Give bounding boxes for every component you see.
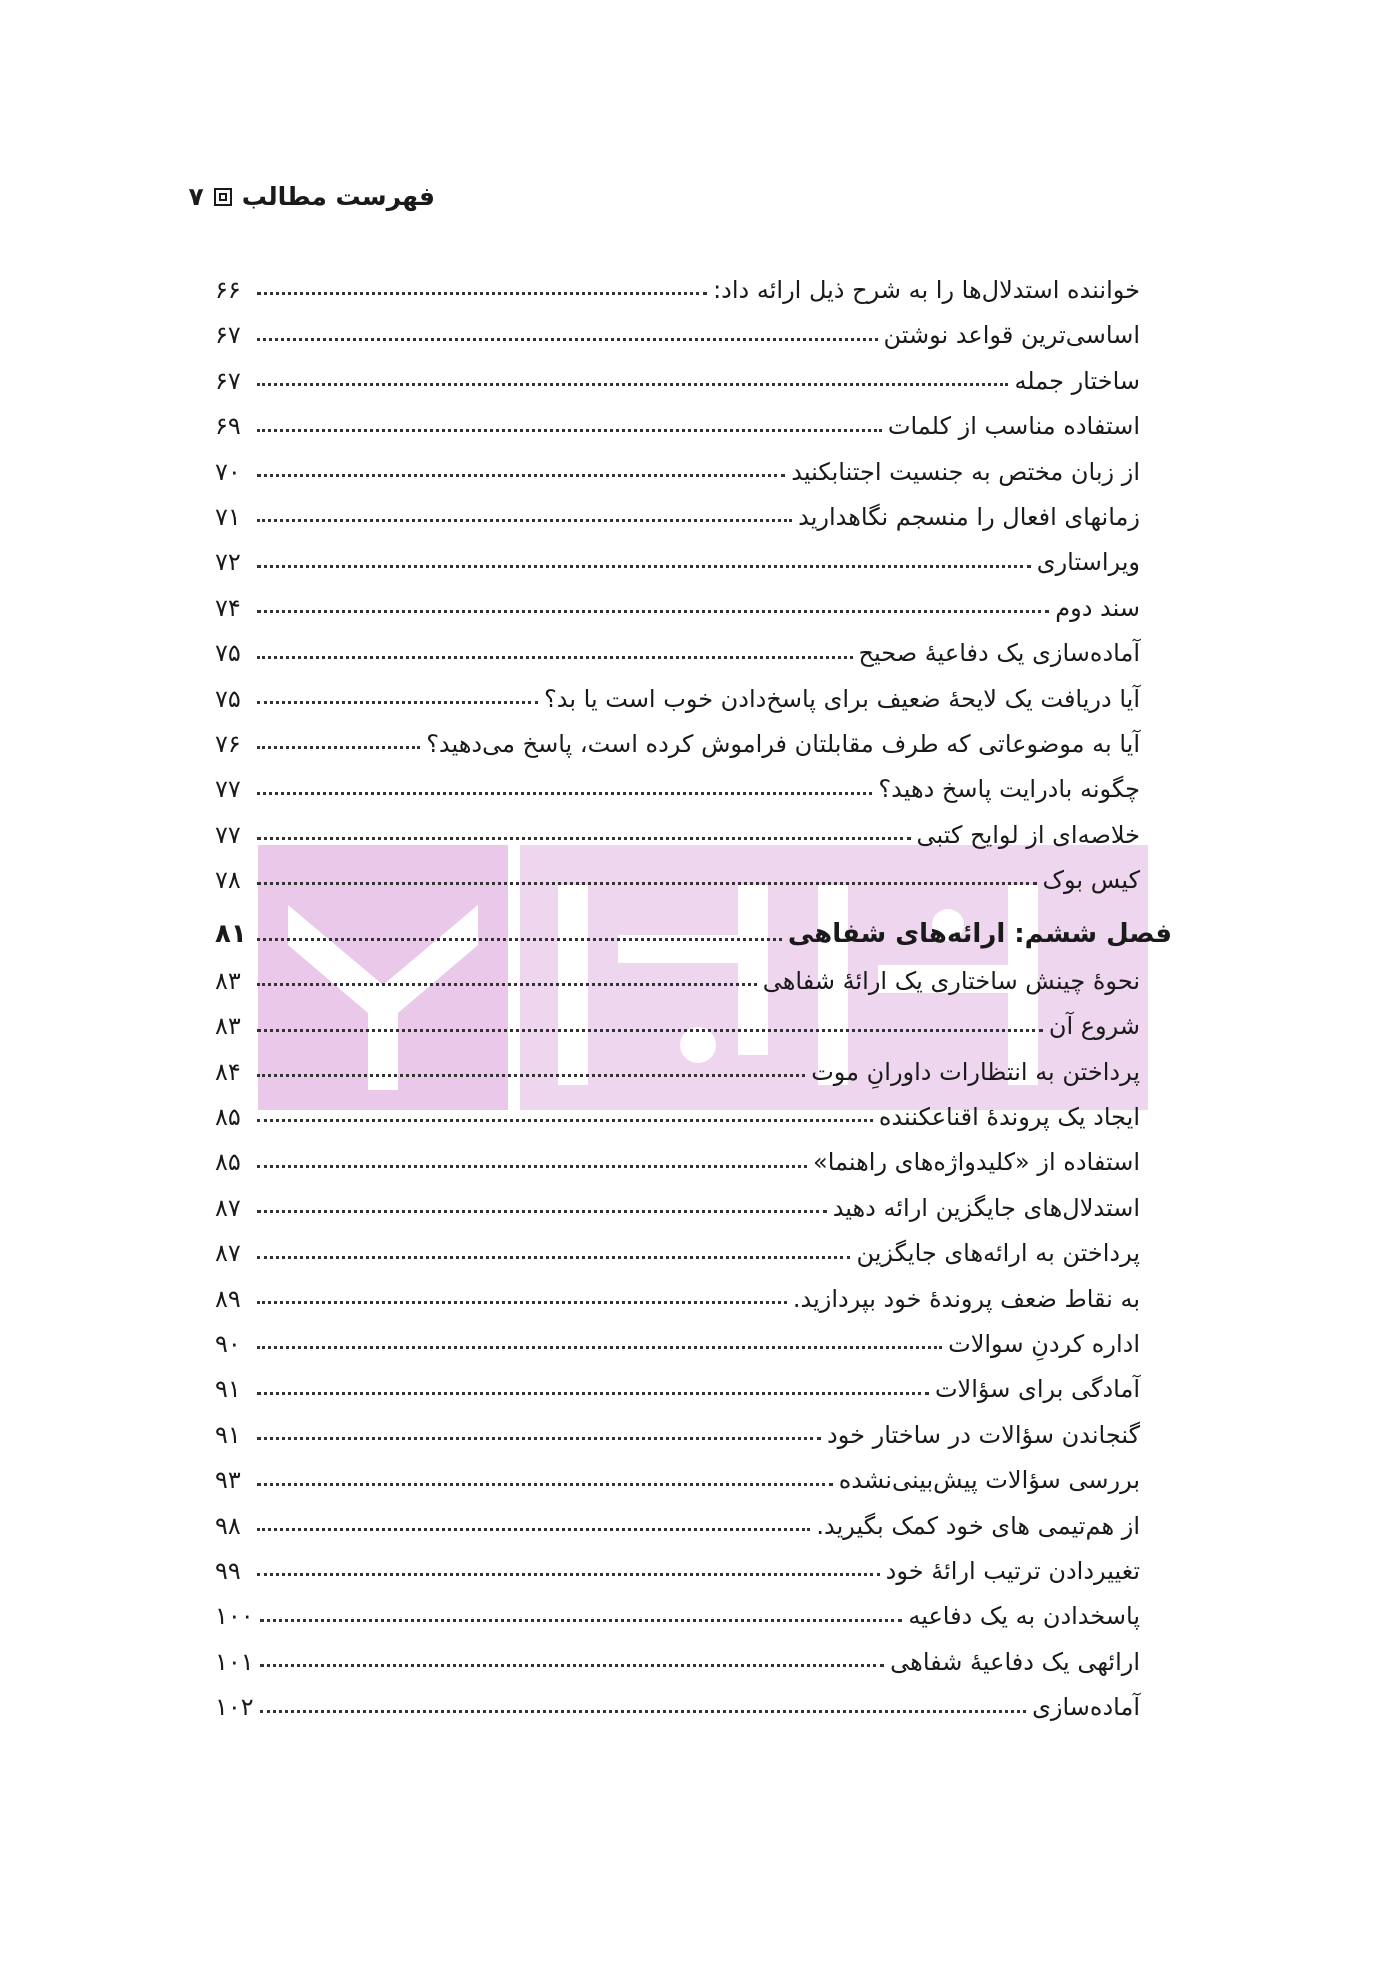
dot-leader <box>257 1528 810 1531</box>
dot-leader <box>257 792 872 795</box>
toc-entry[interactable] <box>215 1357 1140 1402</box>
toc-entry-page: ۸۳ <box>215 1012 241 1041</box>
dot-leader <box>257 1573 880 1576</box>
toc-entry-title: ساختار جمله <box>1014 366 1140 395</box>
toc-entry-title: بررسی سؤالات پیش‌بینی‌نشده <box>838 1466 1140 1495</box>
toc-entry-title: تغییردادن ترتیب ارائهٔ خود <box>885 1556 1140 1585</box>
dot-leader <box>257 519 792 522</box>
toc-entry-page: ۶۷ <box>215 366 241 395</box>
toc-entry-title: استفاده از «کلیدواژه‌های راهنما» <box>813 1148 1140 1177</box>
dot-leader <box>260 1664 884 1667</box>
toc-entry[interactable] <box>215 1176 1140 1221</box>
toc-entry[interactable] <box>215 1630 1140 1675</box>
dot-leader <box>257 1437 821 1440</box>
toc-entry-title: اساسی‌ترین قواعد نوشتن <box>883 321 1140 350</box>
toc-entry-title: کیس بوک <box>1042 866 1140 895</box>
toc-entry[interactable] <box>215 1312 1140 1357</box>
toc-entry-title: شروع آن <box>1048 1012 1140 1041</box>
toc-entry-title: آماده‌سازی یک دفاعیهٔ صحیح <box>858 639 1140 668</box>
toc-entry[interactable] <box>215 440 1140 485</box>
header-page-number: ۷ <box>188 182 204 211</box>
dot-leader <box>257 837 911 840</box>
dot-leader <box>257 656 853 659</box>
toc-entry-title: گنجاندن سؤالات در ساختار خود <box>827 1420 1140 1449</box>
toc-entry-page: ۸۵ <box>215 1148 241 1177</box>
toc-entry-page: ۷۱ <box>215 502 241 531</box>
toc-entry-title: سند دوم <box>1055 593 1140 622</box>
dot-leader <box>260 1619 903 1622</box>
toc-entry-page: ۹۸ <box>215 1511 241 1540</box>
dot-leader <box>260 1710 1026 1713</box>
toc-entry[interactable] <box>215 994 1140 1039</box>
toc-entry[interactable] <box>215 712 1140 757</box>
toc-entry-page: ۱۰۰ <box>215 1602 254 1631</box>
toc-entry-title: زمانهای افعال را منسجم نگاهدارید <box>798 502 1140 531</box>
toc-entry-page: ۷۸ <box>215 866 241 895</box>
toc-entry-page: ۷۶ <box>215 729 241 758</box>
toc-entry-page: ۶۷ <box>215 321 241 350</box>
dot-leader <box>257 1165 807 1168</box>
toc-entry-page: ۸۵ <box>215 1103 241 1132</box>
toc-entry[interactable] <box>215 757 1140 802</box>
toc-entry[interactable] <box>215 949 1140 994</box>
toc-entry-page: ۹۱ <box>215 1375 241 1404</box>
toc-entry[interactable] <box>215 394 1140 439</box>
toc-entry-page: ۷۴ <box>215 593 241 622</box>
toc-entry-title: نحوهٔ چینش ساختاری یک ارائهٔ شفاهی <box>762 966 1140 995</box>
toc-entry-page: ۸۴ <box>215 1057 241 1086</box>
dot-leader <box>257 565 1031 568</box>
table-of-contents <box>215 258 1172 1722</box>
dot-leader <box>257 1074 805 1077</box>
toc-entry[interactable] <box>215 303 1140 348</box>
toc-entry-page: ۶۶ <box>215 276 241 304</box>
toc-entry-page: ۸۷ <box>215 1239 241 1268</box>
dot-leader <box>257 429 882 432</box>
dot-leader <box>257 983 757 986</box>
toc-entry-title: ایجاد یک پروندهٔ اقناعکننده <box>878 1103 1140 1132</box>
toc-entry[interactable] <box>215 1539 1140 1584</box>
toc-entry-title: ویراستاری <box>1036 548 1140 577</box>
dot-leader <box>257 1256 850 1259</box>
toc-entry-title: آیا دریافت یک لایحهٔ ضعیف برای پاسخ‌دادن خوب است یا بد؟ <box>543 684 1140 713</box>
dot-leader <box>257 938 782 941</box>
toc-entry-page: ۸۷ <box>215 1193 241 1222</box>
toc-entry-title: چگونه بادرایت پاسخ دهید؟ <box>878 775 1140 804</box>
toc-entry[interactable] <box>215 667 1140 712</box>
header-title: فهرست مطالب <box>241 182 435 211</box>
dot-leader <box>257 1392 929 1395</box>
toc-entry-title: آماده‌سازی <box>1032 1693 1140 1722</box>
toc-entry-page: ۹۹ <box>215 1556 241 1585</box>
toc-entry[interactable] <box>215 848 1140 893</box>
toc-entry-title: پرداختن به انتظارات داورانِ موت <box>811 1057 1140 1086</box>
dot-leader <box>257 1483 833 1486</box>
toc-entry-page: ۱۰۲ <box>215 1693 254 1722</box>
toc-entry-title: اداره کردنِ سوالات <box>948 1329 1140 1358</box>
toc-entry-title: آیا به موضوعاتی که طرف مقابلتان فراموش کرده است، پاسخ می‌دهید؟ <box>426 729 1140 758</box>
toc-entry-title: ارائهی یک دفاعیهٔ شفاهی <box>890 1647 1140 1676</box>
dot-leader <box>257 1346 942 1349</box>
toc-entry-page: ۹۳ <box>215 1466 241 1495</box>
toc-entry[interactable] <box>215 621 1140 666</box>
toc-entry[interactable] <box>215 1448 1140 1493</box>
toc-entry-page: ۷۰ <box>215 457 241 486</box>
toc-entry[interactable] <box>215 1130 1140 1175</box>
toc-entry-page: ۷۷ <box>215 775 241 804</box>
toc-entry[interactable] <box>215 576 1140 621</box>
dot-leader <box>257 701 538 704</box>
toc-entry-page: ۸۹ <box>215 1284 241 1313</box>
toc-entry-title: پرداختن به ارائه‌های جایگزین <box>856 1239 1140 1268</box>
toc-entry[interactable] <box>215 1675 1140 1720</box>
dot-leader <box>257 882 1037 885</box>
toc-entry[interactable] <box>215 1040 1140 1085</box>
dot-leader <box>257 1029 1043 1032</box>
dot-leader <box>257 1119 873 1122</box>
toc-entry[interactable] <box>215 1085 1140 1130</box>
toc-entry-title: پاسخدادن به یک دفاعیه <box>908 1602 1140 1631</box>
toc-entry-page: ۹۱ <box>215 1420 241 1449</box>
dot-leader <box>257 383 1008 386</box>
dot-leader <box>257 338 878 341</box>
toc-entry-title: آمادگی برای سؤالات <box>934 1375 1140 1404</box>
toc-entry-title: استفاده مناسب از کلمات <box>887 412 1140 441</box>
toc-entry-page: ۷۵ <box>215 639 241 668</box>
toc-entry[interactable] <box>215 1221 1140 1266</box>
dot-leader <box>257 1210 827 1213</box>
toc-entry-title: به نقاط ضعف پروندهٔ خود بپردازید. <box>792 1284 1140 1313</box>
dot-leader <box>257 610 1049 613</box>
toc-chapter-entry[interactable] <box>215 903 1172 948</box>
toc-entry[interactable] <box>215 485 1140 530</box>
toc-entry-title: خواننده استدلال‌ها را به شرح ذیل ارائه داد: <box>713 276 1140 304</box>
toc-entry-page: ۶۹ <box>215 412 241 441</box>
toc-entry[interactable] <box>215 803 1140 848</box>
toc-entry-title: از زبان مختص به جنسیت اجتنابکنید <box>791 457 1140 486</box>
toc-entry[interactable] <box>215 1267 1140 1312</box>
toc-entry[interactable] <box>215 258 1140 303</box>
toc-entry-page: ۱۰۱ <box>215 1647 254 1676</box>
toc-entry-title: خلاصه‌ای از لوایح کتبی <box>916 820 1140 849</box>
toc-entry-page: ۷۷ <box>215 820 241 849</box>
toc-entry-title: استدلال‌های جایگزین ارائه دهید <box>832 1193 1140 1222</box>
dot-leader <box>257 292 707 295</box>
toc-entry-page: ۸۱ <box>215 919 247 950</box>
toc-entry-page: ۷۵ <box>215 684 241 713</box>
toc-entry[interactable] <box>215 349 1140 394</box>
toc-entry-page: ۹۰ <box>215 1329 241 1358</box>
dot-leader <box>257 746 420 749</box>
toc-entry-page: ۷۲ <box>215 548 241 577</box>
toc-entry-title: از هم‌تیمی های خود کمک بگیرید. <box>816 1511 1140 1540</box>
toc-entry[interactable] <box>215 1494 1140 1539</box>
toc-entry-page: ۸۳ <box>215 966 241 995</box>
dot-leader <box>257 474 785 477</box>
toc-entry[interactable] <box>215 530 1140 575</box>
toc-chapter-title: فصل ششم: ارائه‌های شفاهی <box>787 919 1172 950</box>
toc-entry[interactable] <box>215 1584 1140 1629</box>
square-frame-icon <box>214 188 232 206</box>
page-header <box>188 182 435 211</box>
dot-leader <box>257 1301 787 1304</box>
toc-entry[interactable] <box>215 1403 1140 1448</box>
